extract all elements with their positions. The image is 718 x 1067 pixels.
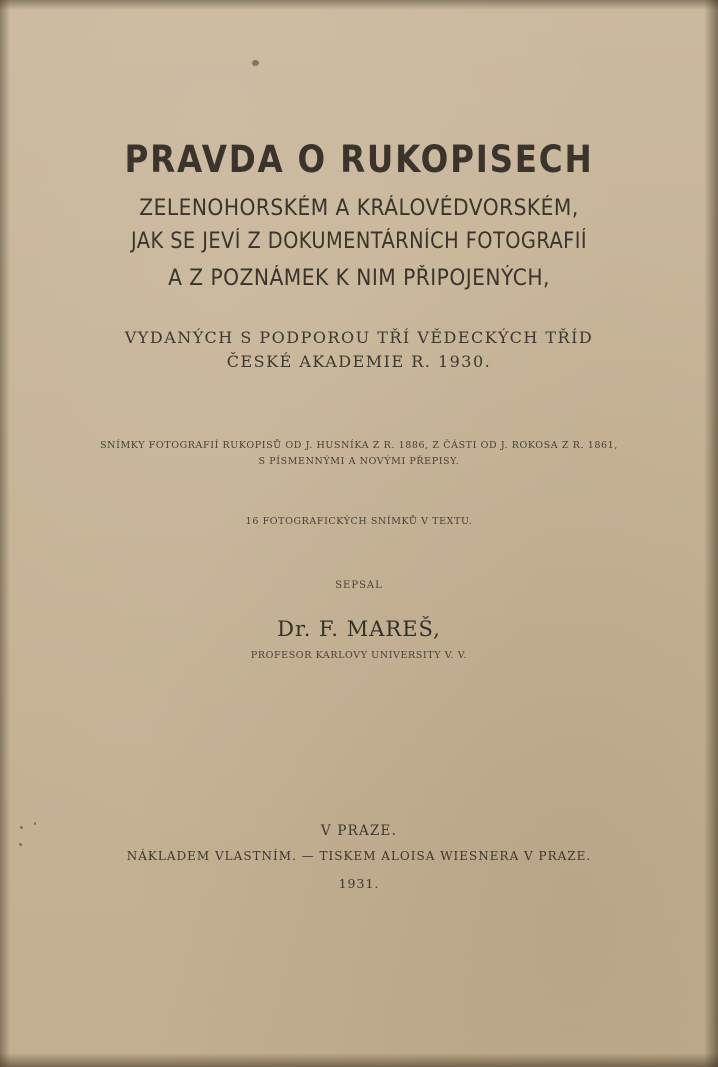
imprint-publisher: NÁKLADEM VLASTNÍM. — TISKEM ALOISA WIESNERA V PRAZE. — [126, 849, 592, 863]
cover-edge-top — [0, 0, 718, 10]
publication-note-line: ČESKÉ AKADEMIE R. 1930. — [226, 352, 492, 371]
subtitle-line: JAK SE JEVÍ Z DOKUMENTÁRNÍCH FOTOGRAFIÍ — [130, 229, 588, 254]
book-title: PRAVDA O RUKOPISECH — [124, 138, 594, 181]
ink-spot — [252, 60, 259, 66]
imprint-place: V PRAZE. — [320, 823, 398, 839]
author-name: Dr. F. MAREŠ, — [277, 617, 441, 641]
photo-note-line: S PÍSMENNÝMI A NOVÝMI PŘEPISY. — [258, 456, 460, 467]
author-role: PROFESOR KARLOVY UNIVERSITY V. V. — [250, 650, 468, 661]
publication-note-line: VYDANÝCH S PODPOROU TŘÍ VĚDECKÝCH TŘÍD — [124, 328, 594, 347]
ink-spot — [19, 843, 22, 846]
imprint-year: 1931. — [338, 876, 380, 891]
cover-edge-left — [0, 0, 10, 1067]
subtitle-line: ZELENOHORSKÉM A KRÁLOVÉDVORSKÉM, — [139, 196, 579, 221]
cover-edge-bottom — [0, 1053, 718, 1067]
photo-count: 16 FOTOGRAFICKÝCH SNÍMKŮ V TEXTU. — [245, 516, 473, 527]
subtitle-line: A Z POZNÁMEK K NIM PŘIPOJENÝCH, — [168, 266, 550, 291]
cover-edge-right — [704, 0, 718, 1067]
sepsal-label: SEPSAL — [335, 580, 383, 591]
photo-note-line: SNÍMKY FOTOGRAFIÍ RUKOPISŮ OD J. HUSNÍKA Z R. 1886, Z ČÁSTI OD J. ROKOSA Z R. 1861, — [100, 440, 618, 451]
